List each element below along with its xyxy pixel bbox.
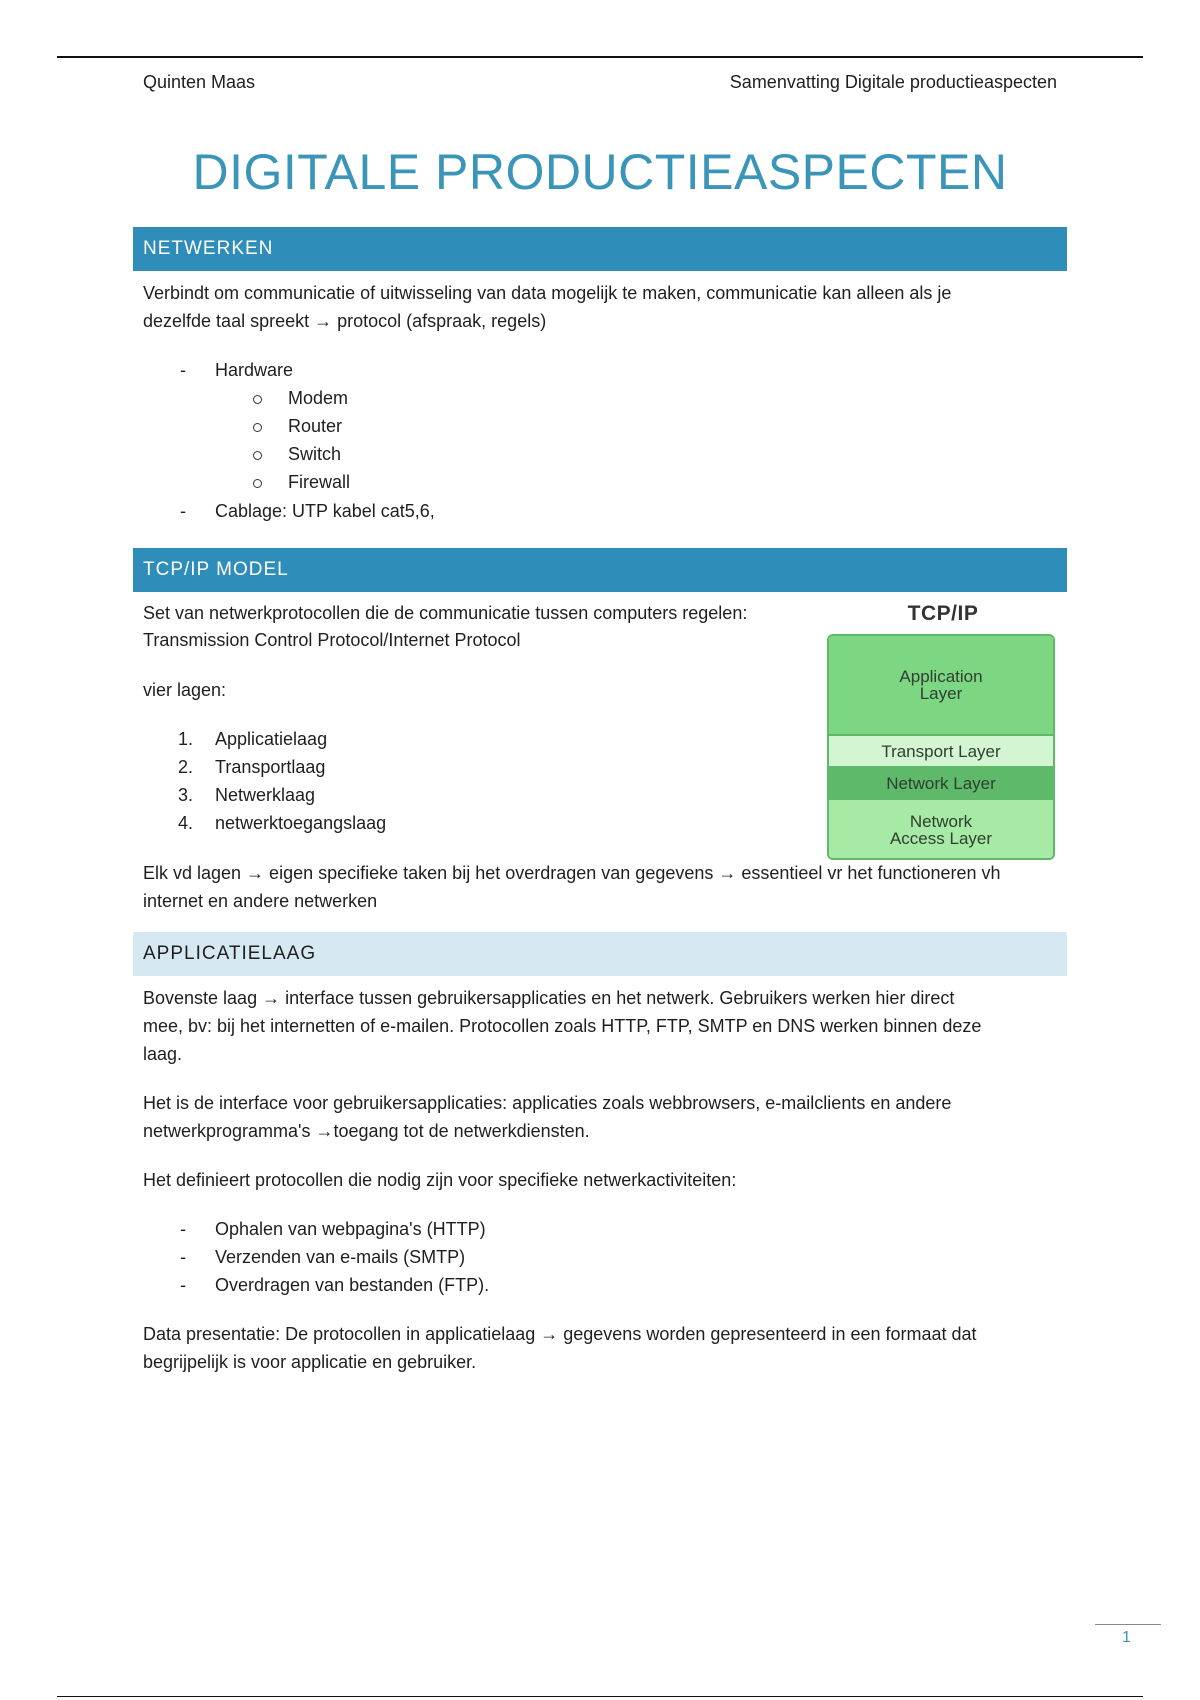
list-item-ftp: Overdragen van bestanden (FTP). bbox=[215, 1275, 490, 1295]
list-item-hardware: Hardware bbox=[215, 360, 294, 380]
list-number: 4. bbox=[178, 813, 194, 833]
tcpip-vier-lagen: vier lagen: bbox=[143, 680, 227, 700]
header-rule bbox=[57, 56, 1143, 58]
list-item-modem: Modem bbox=[288, 388, 349, 408]
applicatielaag-p1-line3: laag. bbox=[143, 1044, 183, 1064]
header-doc-title: Samenvatting Digitale productieaspecten bbox=[729, 72, 1057, 92]
list-item-applicatielaag: Applicatielaag bbox=[215, 729, 328, 749]
applicatielaag-p3: Het definieert protocollen die nodig zijn voor specifieke netwerkactiviteiten: bbox=[143, 1170, 737, 1190]
tcpip-layer-stack bbox=[827, 634, 1055, 860]
list-item-cablage: Cablage: UTP kabel cat5,6, bbox=[215, 501, 435, 521]
list-item-transportlaag: Transportlaag bbox=[215, 757, 326, 777]
netwerken-intro-line2: dezelfde taal spreekt → protocol (afspraak, regels) bbox=[143, 311, 547, 331]
bullet-dash: - bbox=[180, 501, 186, 521]
bullet-circle bbox=[253, 479, 262, 488]
diagram-application-layer: Application Layer bbox=[829, 636, 1053, 734]
list-item-netwerklaag: Netwerklaag bbox=[215, 785, 316, 805]
applicatielaag-p2-line1: Het is de interface voor gebruikersapplicaties: applicaties zoals webbrowsers, e-mailclients en andere bbox=[143, 1093, 952, 1113]
list-item-smtp: Verzenden van e-mails (SMTP) bbox=[215, 1247, 466, 1267]
applicatielaag-p1-line1: Bovenste laag → interface tussen gebruikersapplicaties en het netwerk. Gebruikers werken hier direct bbox=[143, 988, 955, 1008]
section-heading-tcpip: TCP/IP MODEL bbox=[133, 548, 1067, 592]
bullet-circle bbox=[253, 395, 262, 404]
section-heading-applicatielaag: APPLICATIELAAG bbox=[133, 932, 1067, 976]
bullet-dash: - bbox=[180, 1247, 186, 1267]
tcpip-intro-line1: Set van netwerkprotocollen die de communicatie tussen computers regelen: bbox=[143, 603, 748, 623]
applicatielaag-p4-line1: Data presentatie: De protocollen in applicatielaag → gegevens worden gepresenteerd in een formaat dat bbox=[143, 1324, 977, 1344]
applicatielaag-p2-line2: netwerkprogramma's →toegang tot de netwerkdiensten. bbox=[143, 1121, 590, 1141]
header-author: Quinten Maas bbox=[143, 72, 256, 92]
list-item-http: Ophalen van webpagina's (HTTP) bbox=[215, 1219, 486, 1239]
page-title: DIGITALE PRODUCTIEASPECTEN bbox=[192, 144, 1008, 200]
list-number: 1. bbox=[178, 729, 194, 749]
tcpip-summary-line2: internet en andere netwerken bbox=[143, 891, 378, 911]
list-number: 2. bbox=[178, 757, 194, 777]
netwerken-intro-line1: Verbindt om communicatie of uitwisseling van data mogelijk te maken, communicatie kan alleen als je bbox=[143, 283, 952, 303]
bullet-dash: - bbox=[180, 360, 186, 380]
list-item-router: Router bbox=[288, 416, 343, 436]
bullet-circle bbox=[253, 423, 262, 432]
list-item-firewall: Firewall bbox=[288, 472, 351, 492]
tcpip-intro-line2: Transmission Control Protocol/Internet Protocol bbox=[143, 630, 521, 650]
diagram-network-access-layer: Network Access Layer bbox=[829, 798, 1053, 860]
page-number: 1 bbox=[1122, 1629, 1131, 1646]
bullet-circle bbox=[253, 451, 262, 460]
tcpip-diagram-title: TCP/IP bbox=[907, 602, 979, 625]
diagram-transport-layer: Transport Layer bbox=[829, 734, 1053, 766]
applicatielaag-p1-line2: mee, bv: bij het internetten of e-mailen. Protocollen zoals HTTP, FTP, SMTP en DNS werken binnen deze bbox=[143, 1016, 982, 1036]
diagram-network-layer: Network Layer bbox=[829, 766, 1053, 798]
page-number-rule bbox=[1095, 1624, 1161, 1625]
bullet-dash: - bbox=[180, 1219, 186, 1239]
bullet-dash: - bbox=[180, 1275, 186, 1295]
footer-rule bbox=[57, 1696, 1143, 1697]
list-item-switch: Switch bbox=[288, 444, 342, 464]
section-heading-netwerken: NETWERKEN bbox=[133, 227, 1067, 271]
list-number: 3. bbox=[178, 785, 194, 805]
list-item-netwerktoegangslaag: netwerktoegangslaag bbox=[215, 813, 387, 833]
tcpip-summary-line1: Elk vd lagen → eigen specifieke taken bij het overdragen van gegevens → essentieel vr het functioneren vh bbox=[143, 863, 1001, 883]
applicatielaag-p4-line2: begrijpelijk is voor applicatie en gebruiker. bbox=[143, 1352, 477, 1372]
